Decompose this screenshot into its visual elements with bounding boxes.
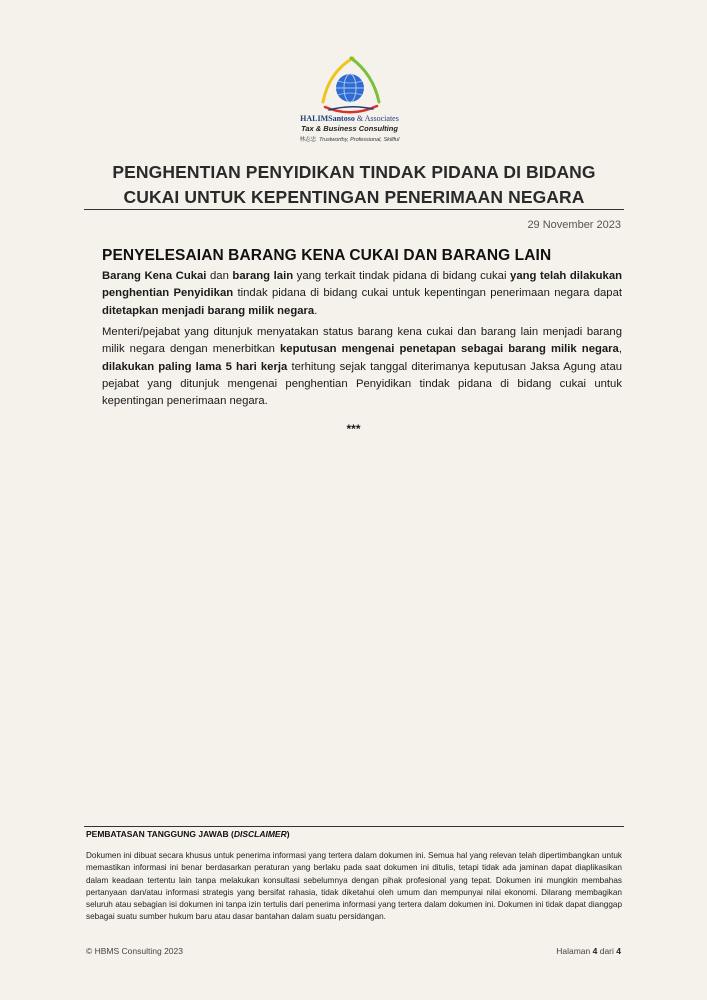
footer-copyright: © HBMS Consulting 2023 [86,946,183,956]
p1-bold-1: Barang Kena Cukai [102,270,207,282]
p1-text-4: . [314,304,318,317]
disclaimer-body: Dokumen ini dibuat secara khusus untuk penerima informasi yang tertera dalam dokumen ini. Semua hal yang relevan telah dipertimbangkan untuk memastikan informasi ini benar berdasarkan peraturan yang berlaku pada saat dokumen ini ditulis, tetapi tidak ada jaminan dapat diaplikasikan dalam keadaan tertentu lain tanpa melakukan konsultasi sebelumnya dengan pihak profesional yang tepat. Dokumen ini mungkin membahas pertanyaan dan/atau informasi strategis yang bersifat rahasia, tidak diketahui oleh umum dan mempunyai nilai ekonomi. Dilarang membagikan seluruh atau sebagian isi dokumen ini tanpa izin tertulis dari penerima informasi yang tertera dalam dokumen ini. Dokumen ini tidak dapat dianggap sebagai suatu sumber hukum baru atau dasar bantahan dalam suatu persidangan. [86,851,622,922]
p2-text-3: terhitung sejak tanggal diterimanya keputusan Jaksa Agung atau pejabat yang ditunjuk mengenai penghentian Penyidikan tindak pidana di bidang cukai untuk kepentingan penerimaan negara. [102,360,623,408]
disclaimer-divider [84,826,624,827]
title-line-2: CUKAI UNTUK KEPENTINGAN PENERIMAAN NEGARA [123,187,585,207]
logo-subtitle: Tax & Business Consulting [301,124,398,133]
paragraph-2 [102,324,622,410]
logo-motto-text: Trustworthy, Professional, Skillful [319,137,400,143]
paragraph-1 [102,268,622,320]
p1-bold-4: ditetapkan menjadi barang milik negara [102,304,315,317]
logo-brand-associates: & Associates [354,114,399,123]
title-line-1: PENGHENTIAN PENYIDIKAN TINDAK PIDANA DI BIDANG [112,162,596,182]
logo-chinese-name: 林志忠 [299,137,317,143]
logo-brand-name [292,114,407,123]
section-separator: *** [346,422,361,436]
section-heading: PENYELESAIAN BARANG KENA CUKAI DAN BARANG LAIN [102,247,552,264]
p2-text-1: Menteri/pejabat yang ditunjuk menyatakan status barang kena cukai dan barang lain menjadi barang milik negara dengan menerbitkan [102,326,622,356]
p2-text-2: , [618,343,622,356]
footer-page-number [556,946,621,956]
disclaimer-title-prefix: PEMBATASAN TANGGUNG JAWAB ( [86,829,234,839]
p1-text-3: tindak pidana di bidang cukai untuk kepentingan penerimaan negara dapat [233,287,622,300]
logo-brand-santoso: Santoso [328,114,355,123]
logo-motto [292,135,407,143]
p2-bold-2: dilakukan paling lama 5 hari kerja [102,360,288,373]
document-title [84,160,624,210]
logo-brand-halim: HALIM [300,114,329,123]
disclaimer-title-suffix: ) [286,829,290,839]
disclaimer-title [86,829,290,839]
p1-text-1: dan [206,270,233,282]
p2-bold-1: keputusan mengenai penetapan sebagai barang milik negara [280,343,619,356]
page-total: 4 [616,946,621,956]
disclaimer-title-italic: DISCLAIMER [233,829,287,839]
p1-bold-2: barang lain [232,270,294,282]
page-of-label: dari [597,946,617,956]
page-current: 4 [592,946,598,956]
company-logo [292,52,407,152]
page-label: Halaman [556,946,593,956]
p1-bold-3: yang telah dilakukan penghentian Penyidikan [102,270,622,300]
p1-text-2: yang terkait tindak pidana di bidang cukai [293,270,511,282]
title-divider [84,209,624,210]
logo-emblem-icon [315,52,385,114]
document-date: 29 November 2023 [527,219,621,231]
